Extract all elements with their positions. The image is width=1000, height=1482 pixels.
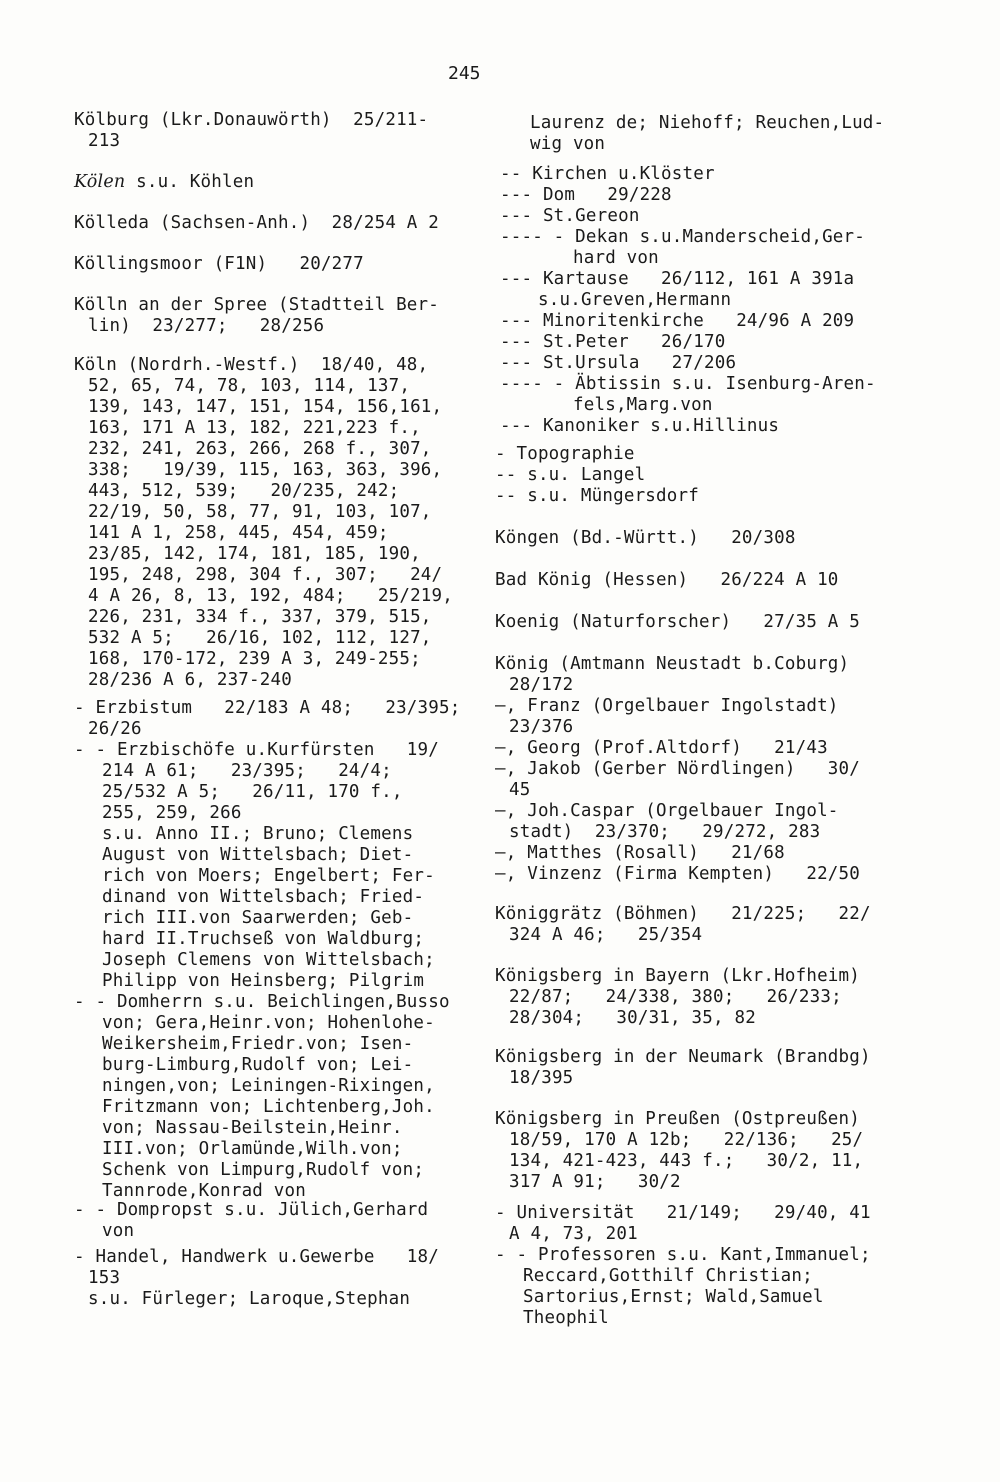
index-line: 443, 512, 539; 20/235, 242; [88, 481, 400, 501]
index-line: hard II.Truchseß von Waldburg; [102, 929, 425, 949]
index-line: —, Franz (Orgelbauer Ingolstadt) [495, 696, 839, 716]
index-line: Königsberg in Preußen (Ostpreußen) [495, 1109, 861, 1129]
index-line: ---- - Dekan s.u.Manderscheid,Ger- [500, 227, 866, 247]
index-line: ningen,von; Leiningen-Rixingen, [102, 1076, 435, 1096]
index-line: --- Kartause 26/112, 161 A 391a [500, 269, 855, 289]
index-line: 18/59, 170 A 12b; 22/136; 25/ [509, 1130, 864, 1150]
index-line: 532 A 5; 26/16, 102, 112, 127, [88, 628, 432, 648]
index-line: —, Vinzenz (Firma Kempten) 22/50 [495, 864, 861, 884]
index-line: Tannrode,Konrad von [102, 1181, 306, 1201]
index-line: Koenig (Naturforscher) 27/35 A 5 [495, 612, 861, 632]
index-line: Sartorius,Ernst; Wald,Samuel [523, 1287, 824, 1307]
index-line: -- s.u. Langel [495, 465, 646, 485]
index-line: Philipp von Heinsberg; Pilgrim [102, 971, 425, 991]
index-line: 28/236 A 6, 237-240 [88, 670, 292, 690]
index-line: III.von; Orlamünde,Wilh.von; [102, 1139, 403, 1159]
index-line: 22/87; 24/338, 380; 26/233; [509, 987, 842, 1007]
index-line: Köngen (Bd.-Württ.) 20/308 [495, 528, 796, 548]
index-line: --- Dom 29/228 [500, 185, 672, 205]
index-line: 226, 231, 334 f., 337, 379, 515, [88, 607, 432, 627]
index-line: - Erzbistum 22/183 A 48; 23/395; [74, 698, 461, 718]
index-line: 153 [88, 1268, 121, 1288]
index-line: Königsberg in der Neumark (Brandbg) [495, 1047, 871, 1067]
index-line: --- St.Peter 26/170 [500, 332, 726, 352]
index-line: 232, 241, 263, 266, 268 f., 307, [88, 439, 432, 459]
index-line: lin) 23/277; 28/256 [88, 316, 325, 336]
index-line: 168, 170-172, 239 A 3, 249-255; [88, 649, 421, 669]
index-line: Kölleda (Sachsen-Anh.) 28/254 A 2 [74, 213, 440, 233]
index-line: --- St.Ursula 27/206 [500, 353, 737, 373]
index-line: A 4, 73, 201 [509, 1224, 638, 1244]
index-line: Köllingsmoor (F1N) 20/277 [74, 254, 364, 274]
index-line: 134, 421-423, 443 f.; 30/2, 11, [509, 1151, 864, 1171]
index-line: s.u. Fürleger; Laroque,Stephan [88, 1289, 411, 1309]
index-line: Kölln an der Spree (Stadtteil Ber- [74, 295, 440, 315]
index-line: - Universität 21/149; 29/40, 41 [495, 1203, 871, 1223]
index-line: von [102, 1221, 135, 1241]
index-line: Joseph Clemens von Wittelsbach; [102, 950, 435, 970]
index-line: 163, 171 A 13, 182, 221,223 f., [88, 418, 421, 438]
index-line: hard von [573, 248, 659, 268]
index-line: burg-Limburg,Rudolf von; Lei- [102, 1055, 414, 1075]
index-line: 22/19, 50, 58, 77, 91, 103, 107, [88, 502, 432, 522]
index-line: Kölburg (Lkr.Donauwörth) 25/211- [74, 110, 429, 130]
index-line: fels,Marg.von [573, 395, 713, 415]
index-line: Kölen s.u. Köhlen [74, 172, 255, 192]
index-line: 45 [509, 780, 531, 800]
index-line: Fritzmann von; Lichtenberg,Joh. [102, 1097, 435, 1117]
index-line: —, Jakob (Gerber Nördlingen) 30/ [495, 759, 861, 779]
page-number: 245 [448, 63, 481, 84]
index-line: - - Domherrn s.u. Beichlingen,Busso [74, 992, 450, 1012]
index-line: -- Kirchen u.Klöster [500, 164, 715, 184]
index-line: Königsberg in Bayern (Lkr.Hofheim) [495, 966, 861, 986]
index-line: --- Minoritenkirche 24/96 A 209 [500, 311, 855, 331]
index-line: dinand von Wittelsbach; Fried- [102, 887, 425, 907]
index-line: --- St.Gereon [500, 206, 640, 226]
index-line: Schenk von Limpurg,Rudolf von; [102, 1160, 425, 1180]
index-line: ---- - Äbtissin s.u. Isenburg-Aren- [500, 374, 876, 394]
index-line: 141 A 1, 258, 445, 454, 459; [88, 523, 389, 543]
italic-term: Kölen [74, 172, 126, 192]
index-line: 25/532 A 5; 26/11, 170 f., [102, 782, 403, 802]
index-line: 139, 143, 147, 151, 154, 156,161, [88, 397, 443, 417]
index-line: 26/26 [88, 719, 142, 739]
index-line: - Topographie [495, 444, 635, 464]
index-line: 52, 65, 74, 78, 103, 114, 137, [88, 376, 411, 396]
index-line: von; Gera,Heinr.von; Hohenlohe- [102, 1013, 435, 1033]
index-line: stadt) 23/370; 29/272, 283 [509, 822, 821, 842]
index-line: König (Amtmann Neustadt b.Coburg) [495, 654, 850, 674]
index-line: 214 A 61; 23/395; 24/4; [102, 761, 392, 781]
index-line: rich von Moers; Engelbert; Fer- [102, 866, 435, 886]
index-line: —, Matthes (Rosall) 21/68 [495, 843, 785, 863]
index-line: —, Georg (Prof.Altdorf) 21/43 [495, 738, 828, 758]
index-line: 23/376 [509, 717, 574, 737]
index-line: 23/85, 142, 174, 181, 185, 190, [88, 544, 421, 564]
index-line: - - Professoren s.u. Kant,Immanuel; [495, 1245, 871, 1265]
index-line: 317 A 91; 30/2 [509, 1172, 681, 1192]
index-line: s.u. Anno II.; Bruno; Clemens [102, 824, 414, 844]
index-line: —, Joh.Caspar (Orgelbauer Ingol- [495, 801, 839, 821]
index-line: s.u.Greven,Hermann [538, 290, 732, 310]
index-line: --- Kanoniker s.u.Hillinus [500, 416, 780, 436]
index-line: 18/395 [509, 1068, 574, 1088]
index-line: Laurenz de; Niehoff; Reuchen,Lud- [530, 113, 885, 133]
index-line: rich III.von Saarwerden; Geb- [102, 908, 414, 928]
index-line: 195, 248, 298, 304 f., 307; 24/ [88, 565, 443, 585]
index-line: - Handel, Handwerk u.Gewerbe 18/ [74, 1247, 440, 1267]
index-line: 324 A 46; 25/354 [509, 925, 703, 945]
index-line: 28/172 [509, 675, 574, 695]
index-line: August von Wittelsbach; Diet- [102, 845, 414, 865]
index-line: -- s.u. Müngersdorf [495, 486, 699, 506]
index-line: Theophil [523, 1308, 609, 1328]
index-line: 4 A 26, 8, 13, 192, 484; 25/219, [88, 586, 454, 606]
index-line: Bad König (Hessen) 26/224 A 10 [495, 570, 839, 590]
index-line: 338; 19/39, 115, 163, 363, 396, [88, 460, 443, 480]
index-line: von; Nassau-Beilstein,Heinr. [102, 1118, 403, 1138]
index-line: 213 [88, 131, 121, 151]
index-line: 255, 259, 266 [102, 803, 242, 823]
index-line: - - Erzbischöfe u.Kurfürsten 19/ [74, 740, 440, 760]
index-line: Reccard,Gotthilf Christian; [523, 1266, 813, 1286]
index-line: Königgrätz (Böhmen) 21/225; 22/ [495, 904, 871, 924]
index-line: wig von [530, 134, 606, 154]
index-line: Köln (Nordrh.-Westf.) 18/40, 48, [74, 355, 429, 375]
index-line: - - Dompropst s.u. Jülich,Gerhard [74, 1200, 429, 1220]
index-line: 28/304; 30/31, 35, 82 [509, 1008, 756, 1028]
index-line: Weikersheim,Friedr.von; Isen- [102, 1034, 414, 1054]
